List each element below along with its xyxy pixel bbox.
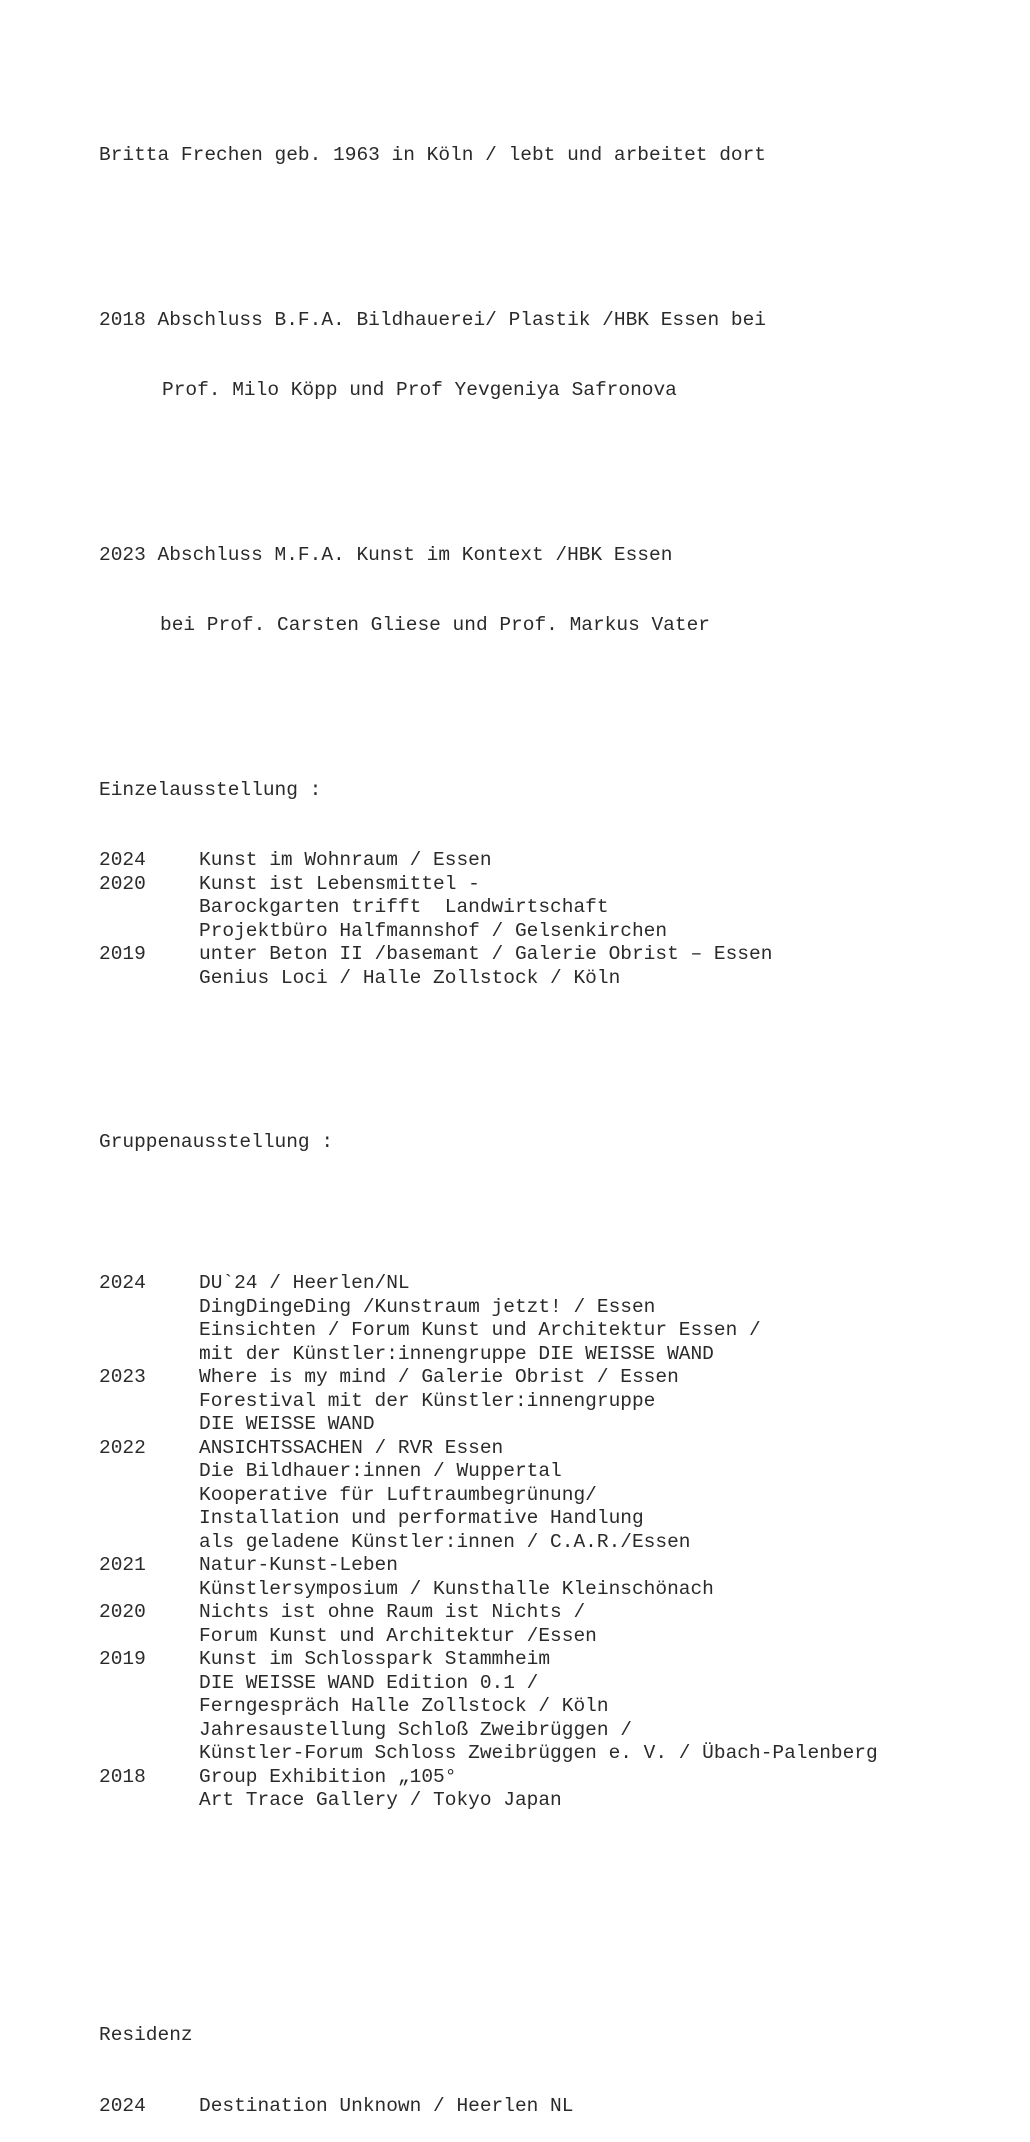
entry-year [99,1719,199,1743]
entry-line [99,1507,999,1531]
entry-year [99,1413,199,1437]
entry-year [99,1672,199,1696]
entry-line [99,1601,999,1625]
entry-text: Jahresaustellung Schloß Zweibrüggen / [199,1718,632,1741]
entry-year: 2022 [99,1436,146,1459]
entry-year: 2024 [99,1272,146,1294]
entry-line [99,943,999,967]
spacer [99,1860,999,1884]
entry-text: mit der Künstler:innengruppe DIE WEISSE WAND [199,1342,714,1365]
entry-year [99,1296,199,1320]
degree-bfa-line2: Prof. Milo Köpp und Prof Yevgeniya Safronova [162,379,677,401]
entry-year [99,1789,199,1813]
entry-text: Art Trace Gallery / Tokyo Japan [199,1789,562,1811]
entry-line [99,1742,999,1766]
spacer [99,215,999,239]
entry-line [99,1413,999,1437]
entry-year [99,1742,199,1766]
degree-mfa-line1: 2023 Abschluss M.F.A. Kunst im Kontext /HBK Essen [99,543,673,566]
spacer [99,1930,999,1954]
entry-year: 2024 [99,2094,146,2117]
entry-year: 2021 [99,1554,146,1576]
entry-line [99,1672,999,1696]
entry-text: Ferngespräch Halle Zollstock / Köln [199,1695,609,1717]
spacer [99,1202,999,1226]
entry-text: ANSICHTSSACHEN / RVR Essen [199,1436,504,1459]
group-list [99,1272,999,1813]
entry-line [99,1319,999,1343]
entry-year [99,1625,199,1649]
entry-text: Barockgarten trifft Landwirtschaft [199,896,609,918]
intro-line: Britta Frechen geb. 1963 in Köln / lebt und arbeitet dort [99,144,767,166]
entry-line [99,896,999,920]
entry-year: 2023 [99,1366,146,1388]
entry-text: DIE WEISSE WAND [199,1413,375,1435]
entry-text: unter Beton II /basemant / Galerie Obrist – Essen [199,943,773,965]
entry-text: Forestival mit der Künstler:innengruppe [199,1389,656,1412]
entry-year [99,1390,199,1414]
entry-text: DIE WEISSE WAND Edition 0.1 / [199,1671,539,1694]
entry-line [99,1578,999,1602]
degree-mfa-line2: bei Prof. Carsten Gliese und Prof. Markus Vater [160,614,710,636]
entry-year: 2019 [99,943,146,965]
entry-text: DU`24 / Heerlen/NL [199,1272,410,1294]
entry-text: Künstlersymposium / Kunsthalle Kleinschönach [199,1577,714,1600]
entry-line [99,1390,999,1414]
entry-line [99,1789,999,1813]
entry-line [99,2095,999,2119]
entry-text: Natur-Kunst-Leben [199,1554,398,1576]
entry-text: als geladene Künstler:innen / C.A.R./Essen [199,1530,691,1553]
entry-year: 2018 [99,1765,146,1788]
entry-line [99,1719,999,1743]
entry-line [99,1366,999,1390]
entry-line [99,1554,999,1578]
spacer [99,685,999,709]
entry-text: Group Exhibition „105° [199,1765,457,1788]
entry-line [99,1531,999,1555]
entry-text: Projektbüro Halfmannshof / Gelsenkirchen [199,919,668,942]
entry-text: Genius Loci / Halle Zollstock / Köln [199,966,621,989]
entry-line [99,1272,999,1296]
entry-year [99,896,199,920]
entry-text: Destination Unknown / Heerlen NL [199,2094,574,2117]
entry-line [99,1648,999,1672]
entry-text: Where is my mind / Galerie Obrist / Essen [199,1366,679,1388]
entry-text: Die Bildhauer:innen / Wuppertal [199,1460,562,1482]
entry-year [99,967,199,991]
entry-text: Nichts ist ohne Raum ist Nichts / [199,1601,586,1623]
entry-year: 2019 [99,1648,146,1670]
entry-text: Kunst ist Lebensmittel - [199,872,480,895]
entry-text: Installation und performative Handlung [199,1507,644,1529]
group-heading: Gruppenausstellung : [99,1131,334,1153]
entry-text: Forum Kunst und Architektur /Essen [199,1624,597,1647]
entry-line [99,967,999,991]
solo-heading: Einzelausstellung : [99,778,322,801]
residency-list [99,2095,999,2119]
entry-line [99,1296,999,1320]
entry-year [99,1531,199,1555]
entry-line [99,1343,999,1367]
solo-list [99,849,999,990]
entry-line [99,1437,999,1461]
residency-heading: Residenz [99,2024,193,2046]
entry-year [99,1319,199,1343]
entry-year: 2020 [99,872,146,895]
entry-text: Kunst im Schlosspark Stammheim [199,1648,551,1670]
entry-year [99,1695,199,1719]
cv-document [99,97,999,2142]
entry-year [99,1484,199,1508]
entry-year: 2024 [99,849,146,871]
entry-year [99,920,199,944]
entry-line [99,1766,999,1790]
entry-year: 2020 [99,1601,146,1623]
spacer [99,1037,999,1061]
entry-line [99,1695,999,1719]
spacer [99,450,999,474]
entry-line [99,873,999,897]
entry-text: DingDingeDing /Kunstraum jetzt! / Essen [199,1295,656,1318]
entry-line [99,1460,999,1484]
entry-text: Künstler-Forum Schloss Zweibrüggen e. V. / Übach-Palenberg [199,1742,878,1764]
entry-line [99,1484,999,1508]
entry-text: Kunst im Wohnraum / Essen [199,849,492,871]
entry-text: Kooperative für Luftraumbegrünung/ [199,1483,597,1506]
entry-year [99,1460,199,1484]
entry-year [99,1343,199,1367]
entry-year [99,1507,199,1531]
degree-bfa-line1: 2018 Abschluss B.F.A. Bildhauerei/ Plastik /HBK Essen bei [99,308,767,331]
entry-text: Einsichten / Forum Kunst und Architektur Essen / [199,1319,761,1341]
entry-line [99,849,999,873]
entry-line [99,920,999,944]
entry-line [99,1625,999,1649]
entry-year [99,1578,199,1602]
